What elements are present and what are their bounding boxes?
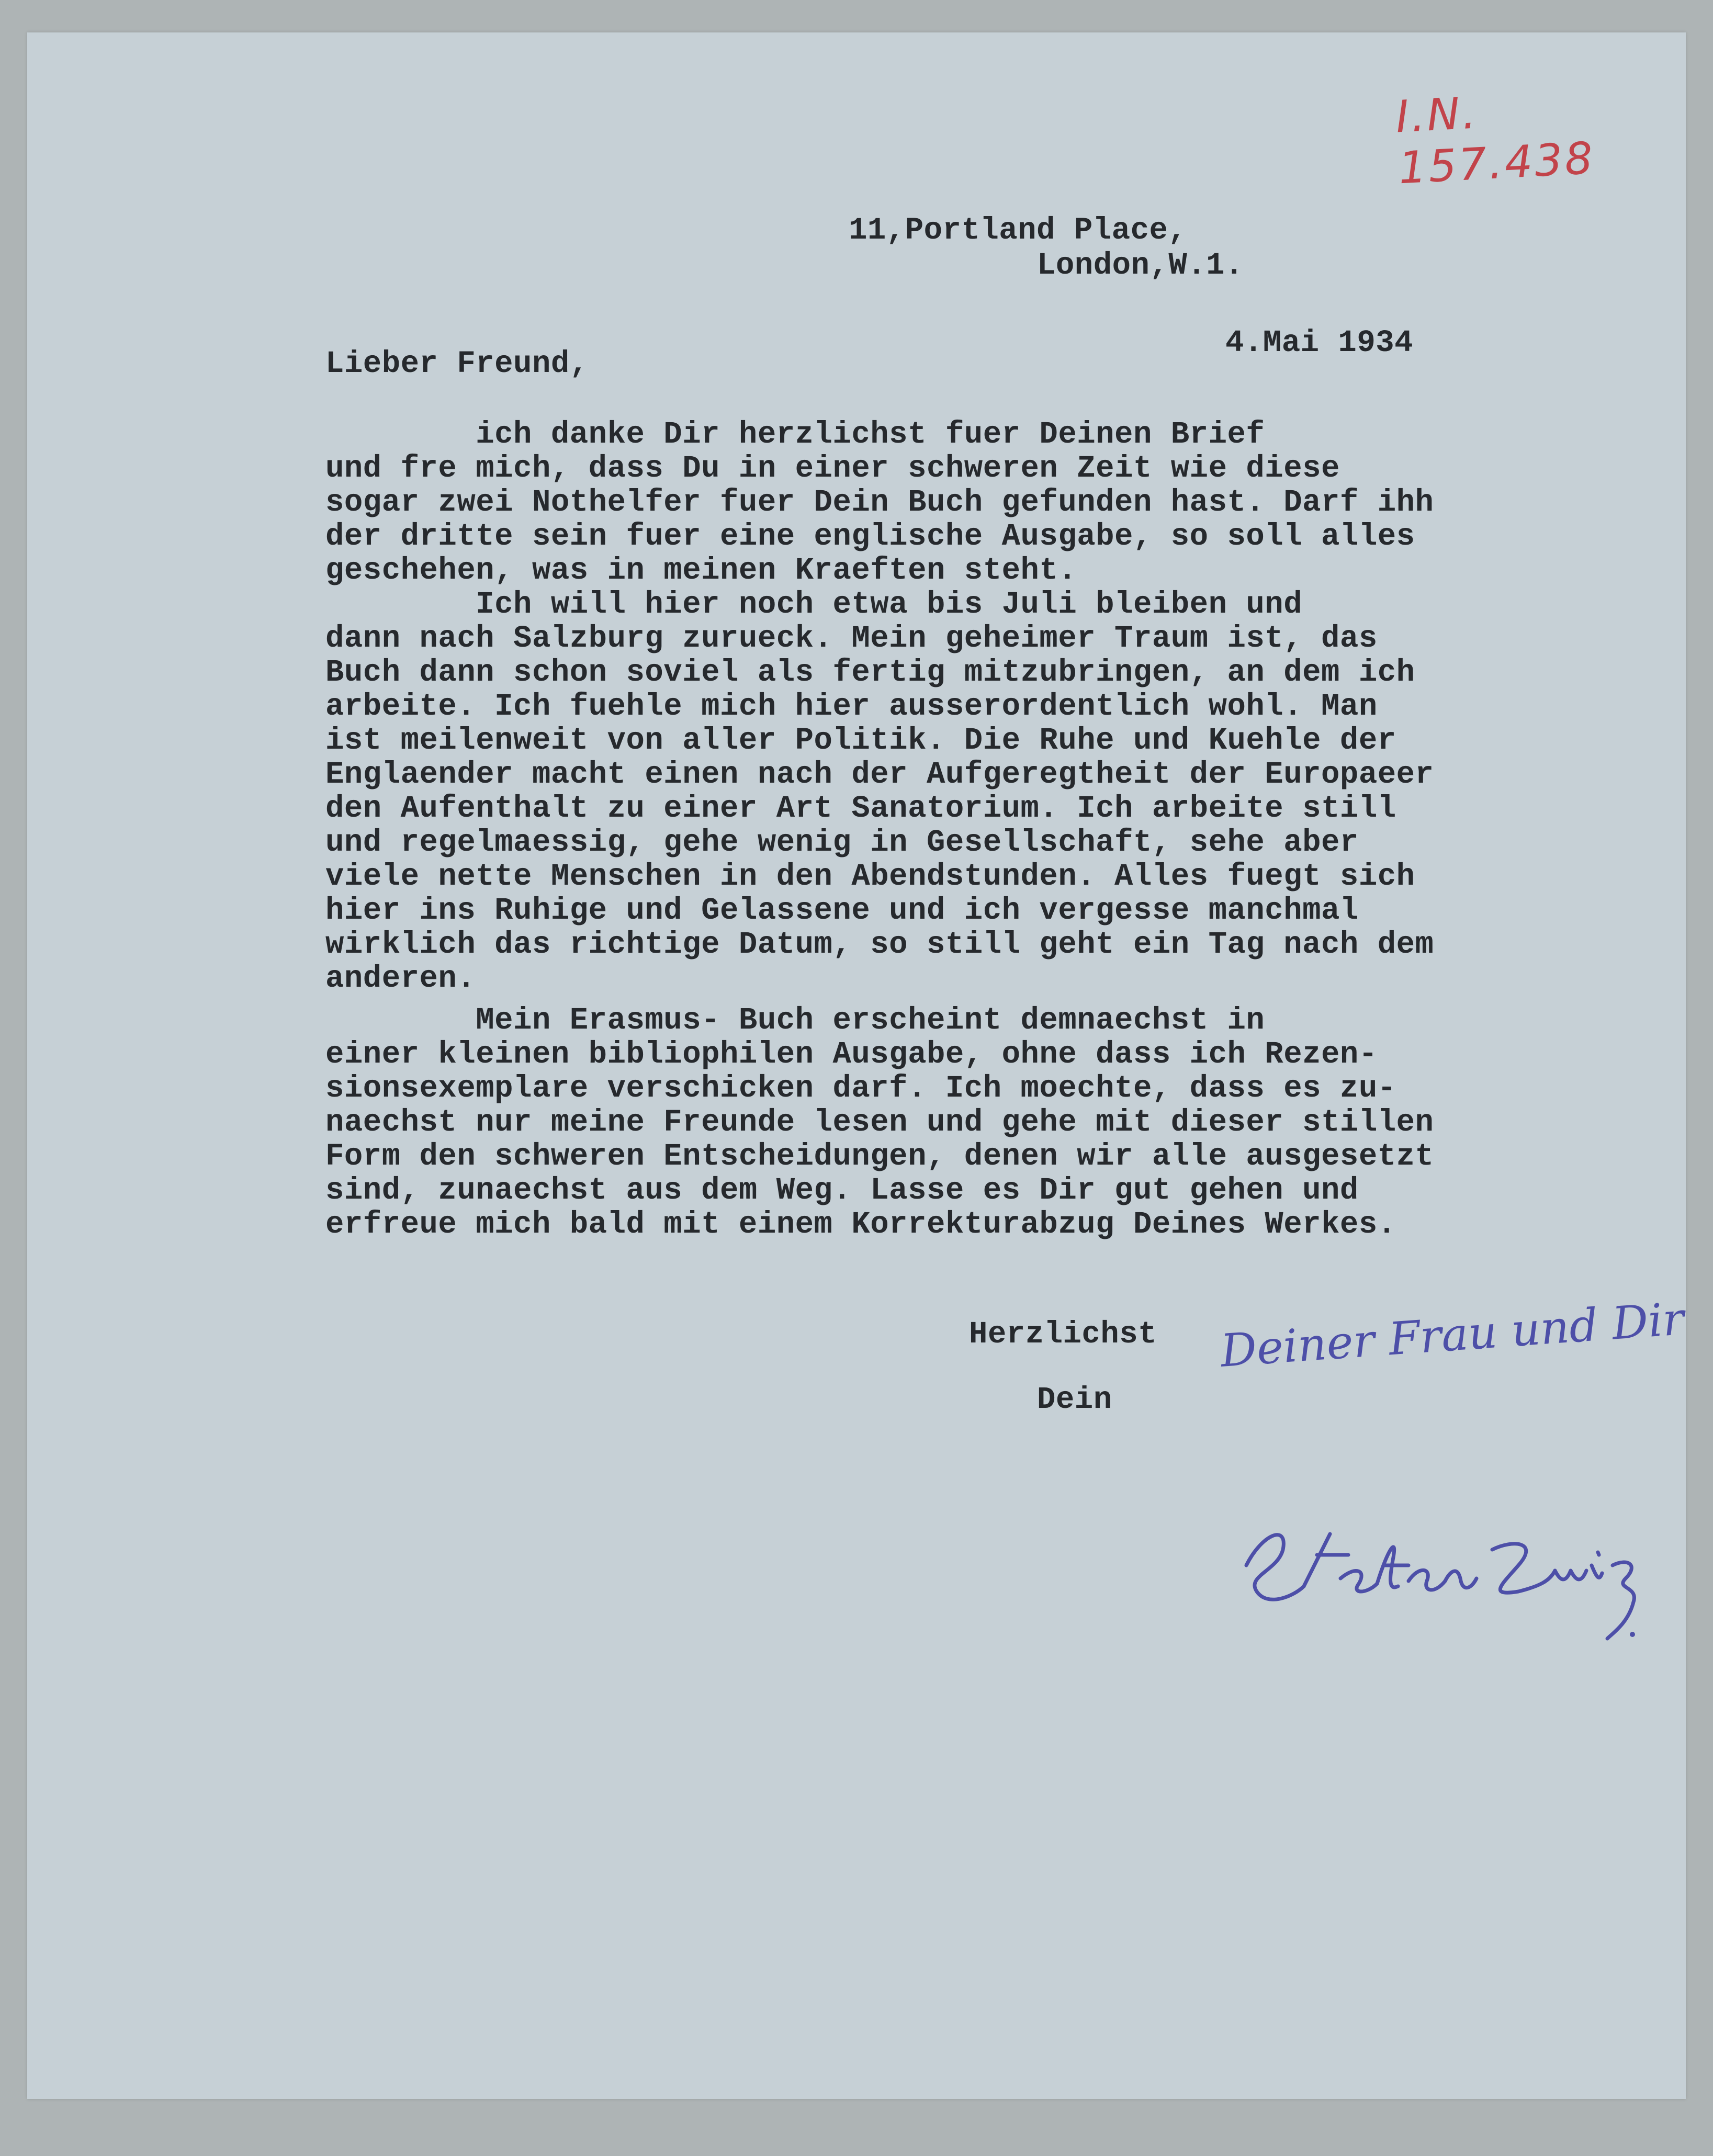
body-line: und fre mich, dass Du in einer schweren Zeit wie diese [325,451,1340,486]
body-line: der dritte sein fuer eine englische Ausgabe, so soll alles [325,519,1415,554]
body-line: wirklich das richtige Datum, so still geht ein Tag nach dem [325,927,1434,962]
body-line: dann nach Salzburg zurueck. Mein geheimer Traum ist, das [325,621,1378,656]
address-city: London,W.1. [1037,248,1244,283]
body-line: ich danke Dir herzlichst fuer Deinen Brief [325,417,1265,452]
body-line: den Aufenthalt zu einer Art Sanatorium. Ich arbeite still [325,791,1396,826]
body-line: Englaender macht einen nach der Aufgeregtheit der Europaeer [325,757,1434,792]
address-street: 11,Portland Place, [849,213,1187,248]
body-line: viele nette Menschen in den Abendstunden. Alles fuegt sich [325,859,1415,894]
salutation: Lieber Freund, [325,346,589,381]
archive-number: I.N. 157.438 [1394,87,1596,194]
letter-sheet [27,32,1686,2099]
body-line: Mein Erasmus- Buch erscheint demnaechst in [325,1003,1265,1038]
body-line: Form den schweren Entscheidungen, denen wir alle ausgesetzt [325,1139,1434,1174]
body-line: sind, zunaechst aus dem Weg. Lasse es Dir gut gehen und [325,1173,1359,1208]
body-line: sionsexemplare verschicken darf. Ich moechte, dass es zu- [325,1071,1396,1106]
closing-herzlichst: Herzlichst [969,1317,1157,1352]
body-line: Ich will hier noch etwa bis Juli bleiben und [325,587,1303,622]
handwritten-greeting: Deiner Frau und Dir [1219,1293,1686,1378]
signature-stefan-zweig [1225,1487,1654,1644]
body-line: geschehen, was in meinen Kraeften steht. [325,553,1077,588]
body-line: erfreue mich bald mit einem Korrekturabzug Deines Werkes. [325,1207,1396,1242]
body-line: hier ins Ruhige und Gelassene und ich vergesse manchmal [325,893,1359,928]
body-line: ist meilenweit von aller Politik. Die Ruhe und Kuehle der [325,723,1396,758]
body-line: sogar zwei Nothelfer fuer Dein Buch gefunden hast. Darf ihh [325,485,1434,520]
body-line: und regelmaessig, gehe wenig in Gesellschaft, sehe aber [325,825,1359,860]
body-line: arbeite. Ich fuehle mich hier ausserordentlich wohl. Man [325,689,1378,724]
letter-date: 4.Mai 1934 [1225,325,1414,360]
body-line: Buch dann schon soviel als fertig mitzubringen, an dem ich [325,655,1415,690]
body-line: naechst nur meine Freunde lesen und gehe mit dieser stillen [325,1105,1434,1140]
body-line: anderen. [325,961,476,996]
closing-dein: Dein [1037,1382,1112,1417]
body-line: einer kleinen bibliophilen Ausgabe, ohne dass ich Rezen- [325,1037,1378,1072]
